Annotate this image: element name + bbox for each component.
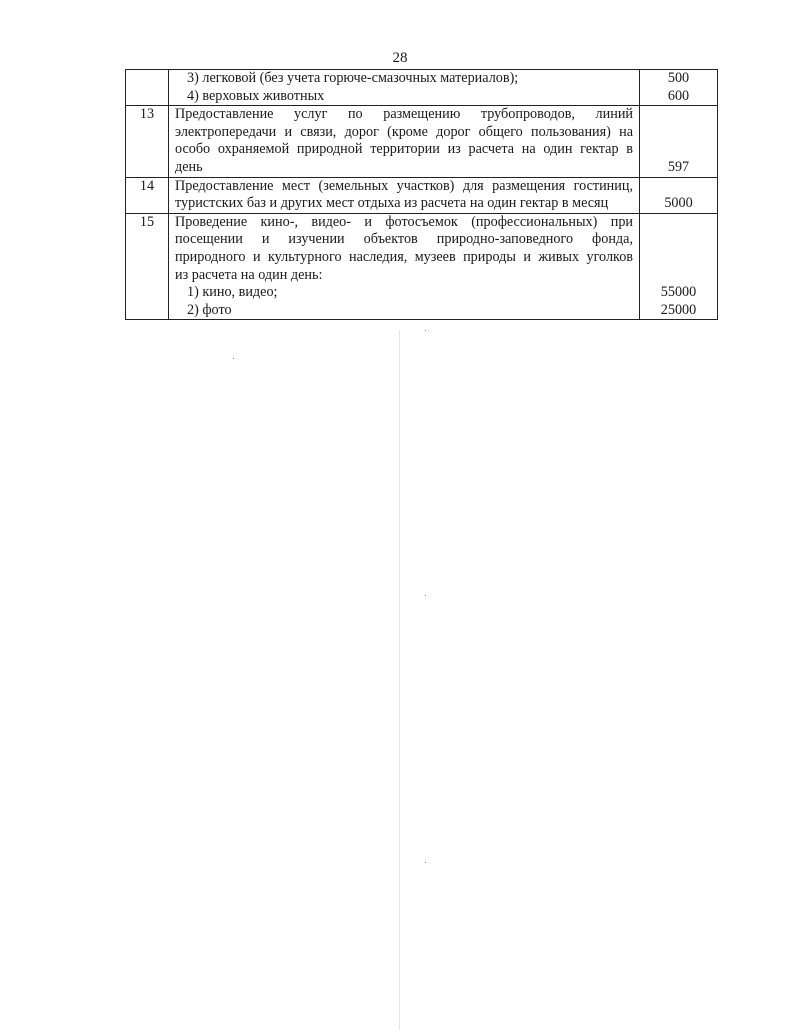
tariff-table [125,69,718,320]
description-subitem: 1) кино, видео; [187,284,278,301]
value-line: 5000 [664,195,693,212]
row-number: 13 [126,106,169,177]
row-value [640,177,718,213]
table-row [126,70,718,106]
row-value [640,106,718,177]
description-line: 3) легковой (без учета горюче-смазочных материалов); [187,70,519,86]
description-line: день [175,158,203,175]
description-line: Предоставление услуг по размещению трубопроводов, линий [175,106,633,123]
row-number [126,70,169,106]
description-line: посещении и изучении объектов природно-заповедного фонда, [175,231,633,248]
page-number: 28 [392,50,408,66]
value-line: 55000 [660,284,697,301]
value-line: 597 [667,158,690,175]
value-line: 25000 [660,301,697,318]
description-line: электропередачи и связи, дорог (кроме дорог общего пользования) на [175,123,633,140]
description-line: природного и культурного наследия, музеев природы и живых уголков [175,248,633,265]
row-description [169,106,640,177]
description-line: Предоставление мест (земельных участков) для размещения гостиниц, [175,177,633,194]
scan-speck [233,358,234,359]
row-description [169,177,640,213]
description-line: особо охраняемой природной территории из расчета на один гектар в [175,141,633,158]
row-number: 15 [126,213,169,320]
table-row [126,177,718,213]
description-line: 4) верховых животных [187,87,325,104]
scan-speck [425,862,426,863]
description-line: Проведение кино-, видео- и фотосъемок (профессиональных) при [175,213,633,230]
row-description [169,70,640,106]
scan-speck [425,595,426,596]
row-number: 14 [126,177,169,213]
value-line: 500 [667,70,690,86]
value-line: 600 [667,87,690,104]
row-value [640,213,718,320]
row-description [169,213,640,320]
table-row [126,106,718,177]
row-value [640,70,718,106]
scan-fold-line [399,330,400,1030]
scan-speck [425,330,426,331]
description-line: туристских баз и других мест отдыха из расчета на один гектар в месяц [175,195,609,212]
description-subitem: 2) фото [187,301,232,318]
table-row [126,213,718,320]
description-line: из расчета на один день: [175,266,323,283]
